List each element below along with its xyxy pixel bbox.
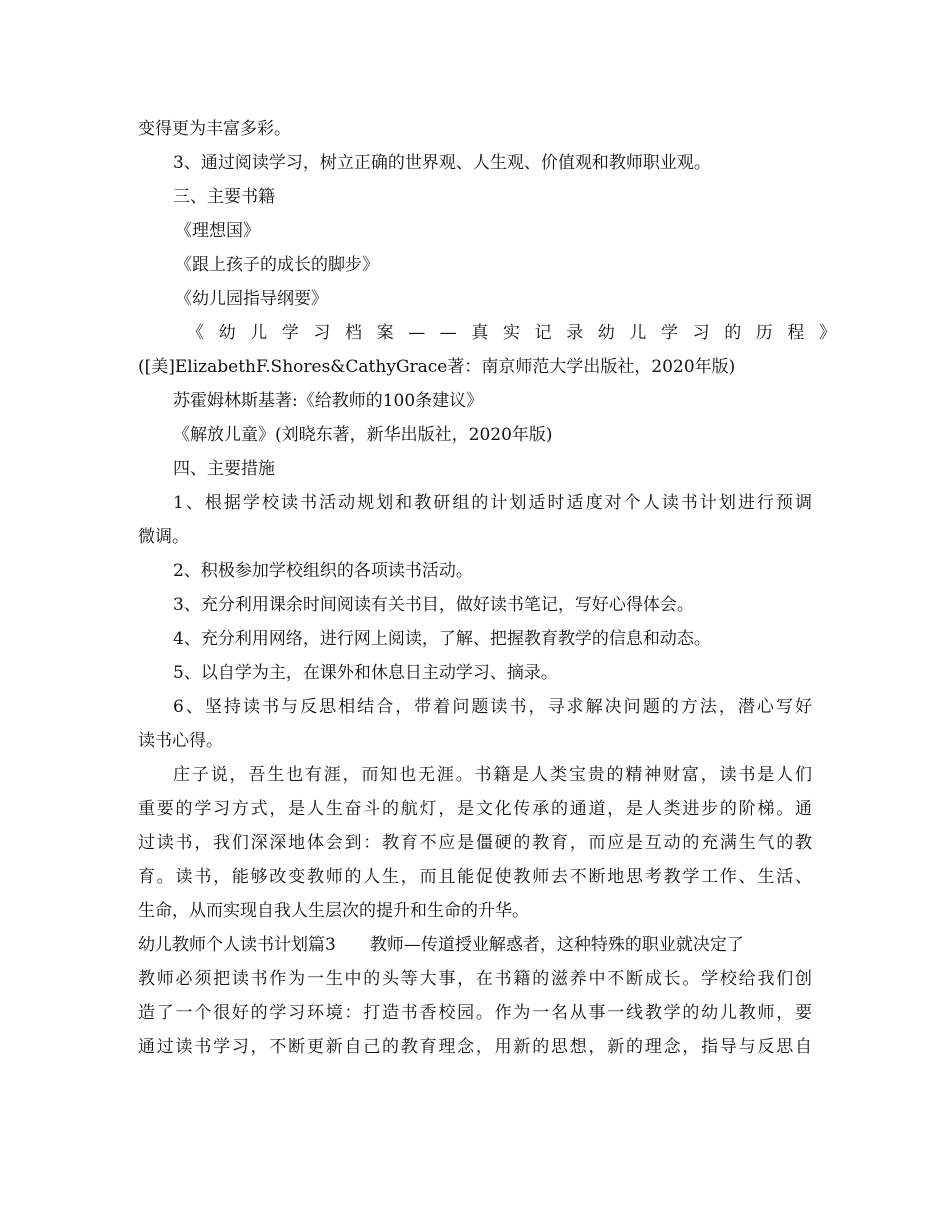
text-line: 6、坚持读书与反思相结合，带着问题读书，寻求解决问题的方法，潜心写好 [173,697,812,717]
text-line: 4、充分利用网络，进行网上阅读，了解、把握教育教学的信息和动态。 [173,629,711,649]
text-line: 生命，从而实现自我人生层次的提升和生命的升华。 [138,901,529,921]
text-line: 通过读书学习，不断更新自己的教育理念，用新的思想，新的理念，指导与反思自 [138,1037,812,1057]
document-page [138,112,851,1064]
text-line: 微调。 [138,527,189,547]
book-info: ([美]ElizabethF.Shores&CathyGrace著：南京师范大学出版社，2020年版) [138,357,736,377]
text-line: 2、积极参加学校组织的各项读书活动。 [173,561,473,581]
book-title: 《解放儿童》(刘晓东著，新华出版社，2020年版) [173,425,553,445]
text-line: 重要的学习方式，是人生奋斗的航灯，是文化传承的通道，是人类进步的阶梯。通 [138,799,812,819]
text-line: 育。读书，能够改变教师的人生，而且能促使教师去不断地思考教学工作、生活、 [138,867,812,887]
text-line: 读书心得。 [138,731,223,751]
book-title: 《幼儿学习档案——真实记录幼儿学习的历程》 [187,323,851,343]
text-line: 幼儿教师个人读书计划篇3 教师—传道授业解惑者，这种特殊的职业就决定了 [138,935,744,955]
section-heading: 三、主要书籍 [173,187,275,207]
text-line: 过读书，我们深深地体会到：教育不应是僵硬的教育，而应是互动的充满生气的教 [138,833,812,853]
book-title: 《幼儿园指导纲要》 [175,289,328,309]
text-line: 造了一个很好的学习环境：打造书香校园。作为一名从事一线教学的幼儿教师，要 [138,1003,812,1023]
book-title: 苏霍姆林斯基著:《给教师的100条建议》 [173,391,484,411]
text-line: 1、根据学校读书活动规划和教研组的计划适时适度对个人读书计划进行预调 [173,493,812,513]
section-heading: 四、主要措施 [173,459,275,479]
text-line: 教师必须把读书作为一生中的头等大事，在书籍的滋养中不断成长。学校给我们创 [138,969,812,989]
text-line: 3、通过阅读学习，树立正确的世界观、人生观、价值观和教师职业观。 [173,153,711,173]
text-line: 5、以自学为主，在课外和休息日主动学习、摘录。 [173,663,558,683]
text-line: 变得更为丰富多彩。 [138,119,291,139]
book-title: 《理想国》 [175,221,260,241]
text-line: 庄子说，吾生也有涯，而知也无涯。书籍是人类宝贵的精神财富，读书是人们 [173,765,812,785]
book-title: 《跟上孩子的成长的脚步》 [175,255,379,275]
text-line: 3、充分利用课余时间阅读有关书目，做好读书笔记，写好心得体会。 [173,595,694,615]
